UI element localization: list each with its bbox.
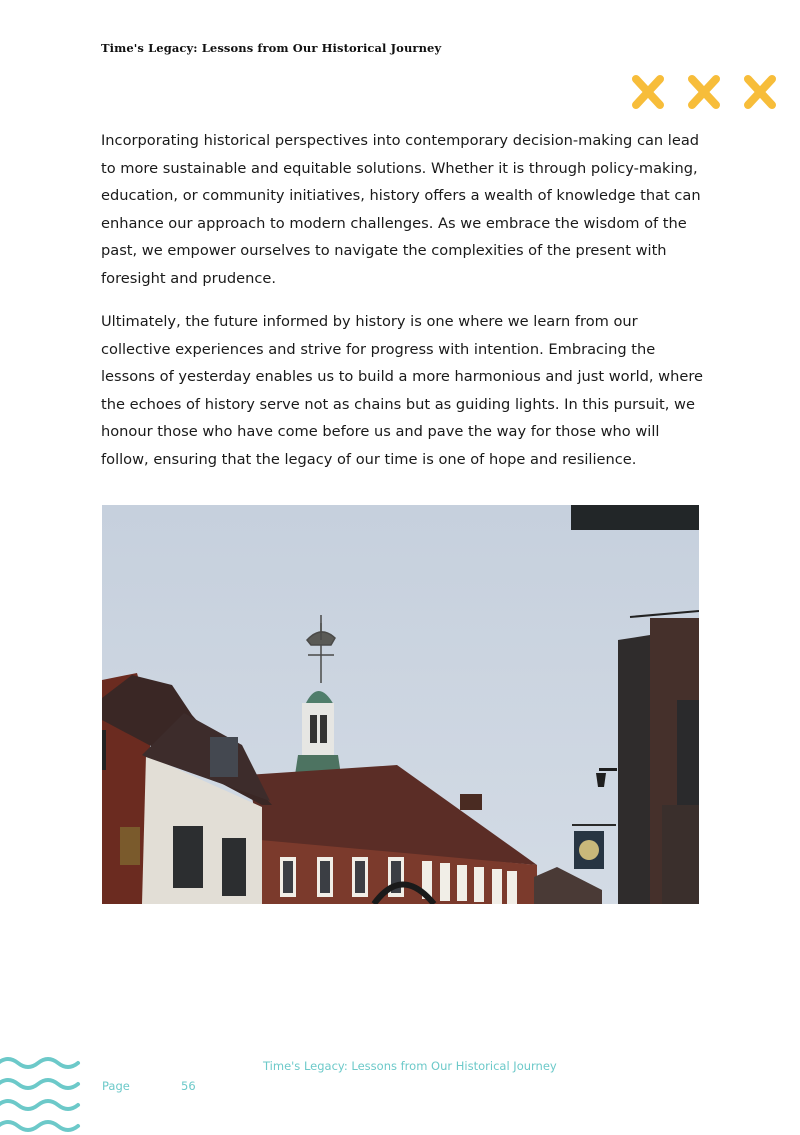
cross-icon bbox=[692, 79, 716, 105]
footer-page-number: 56 bbox=[181, 1079, 196, 1093]
footer-title: Time's Legacy: Lessons from Our Historical Journey bbox=[263, 1059, 557, 1073]
paragraph: Incorporating historical perspectives into contemporary decision-making can lead to more sustainable and equitable solutions. Whether it is through policy-making, education, or community initiatives, history offers a wealth of knowledge that can enhance our approach to modern challenges. As we embrace the wisdom of the past, we empower ourselves to navigate the complexities of the present with foresight and prudence. bbox=[101, 132, 701, 287]
footer-page-label: Page bbox=[102, 1079, 130, 1093]
decorative-waves bbox=[0, 1055, 84, 1135]
cross-icon bbox=[636, 79, 660, 105]
running-header-title: Time's Legacy: Lessons from Our Historical Journey bbox=[101, 41, 442, 55]
paragraph: Ultimately, the future informed by history is one where we learn from our collective experiences and strive for progress with intention. Embracing the lessons of yesterday enables us to build a more harmonious and just world, where the echoes of history serve not as chains but as guiding lights. In this pursuit, we honour those who have come before us and pave the way for those who will follow, ensuring that the legacy of our time is one of hope and resilience. bbox=[101, 313, 703, 468]
decorative-crosses bbox=[630, 74, 780, 110]
wave-line bbox=[0, 1080, 78, 1088]
wave-line bbox=[0, 1122, 78, 1130]
wave-line bbox=[0, 1101, 78, 1109]
town-street-photo bbox=[102, 505, 699, 904]
body-text bbox=[101, 127, 706, 489]
cross-icon bbox=[748, 79, 772, 105]
wave-line bbox=[0, 1059, 78, 1067]
